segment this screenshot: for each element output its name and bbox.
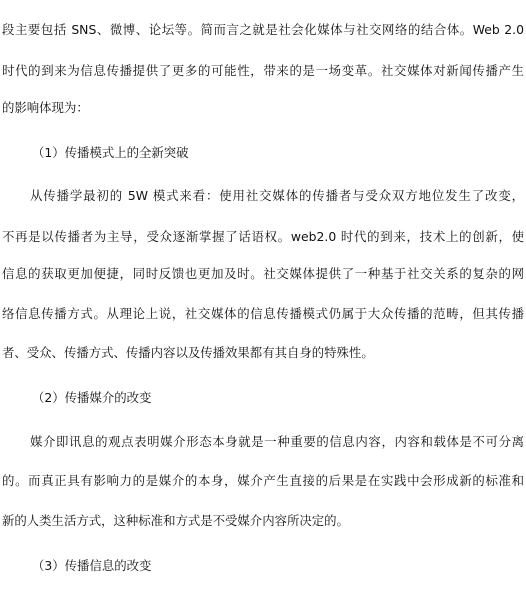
paragraph-2-line-3: 信息的获取更加便捷，同时反馈也更加及时。社交媒体提供了一种基于社交关系的复杂的网 xyxy=(2,266,524,281)
section-heading-1: （1）传播模式上的全新突破 xyxy=(32,145,189,160)
paragraph-3-line-1: 媒介即讯息的观点表明媒介形态本身就是一种重要的信息内容，内容和载体是不可分离 xyxy=(30,434,524,449)
paragraph-3-line-2: 的。而真正具有影响力的是媒介的本身，媒介产生直接的后果是在实践中会形成新的标准和 xyxy=(2,473,524,488)
section-heading-2: （2）传播媒介的改变 xyxy=(32,390,152,405)
paragraph-1-line-3: 的影响体现为： xyxy=(2,100,89,115)
paragraph-2-line-2: 不再是以传播者为主导，受众逐渐掌握了话语权。web2.0 时代的到来，技术上的创新，使 xyxy=(2,229,524,244)
paragraph-2-line-1: 从传播学最初的 5W 模式来看：使用社交媒体的传播者与受众双方地位发生了改变， xyxy=(30,188,524,203)
paragraph-3-line-3: 新的人类生活方式，这种标准和方式是不受媒介内容所决定的。 xyxy=(2,513,349,528)
section-heading-3: （3）传播信息的改变 xyxy=(32,558,152,573)
paragraph-1-line-1: 段主要包括 SNS、微博、论坛等。简而言之就是社会化媒体与社交网络的结合体。Web 2.0 xyxy=(2,22,524,37)
paragraph-1-line-2: 时代的到来为信息传播提供了更多的可能性，带来的是一场变革。社交媒体对新闻传播产生 xyxy=(2,63,524,78)
paragraph-2-line-4: 络信息传播方式。从理论上说，社交媒体的信息传播模式仍属于大众传播的范畴，但其传播 xyxy=(2,306,524,321)
paragraph-2-line-5: 者、受众、传播方式、传播内容以及传播效果都有其自身的特殊性。 xyxy=(2,345,374,360)
